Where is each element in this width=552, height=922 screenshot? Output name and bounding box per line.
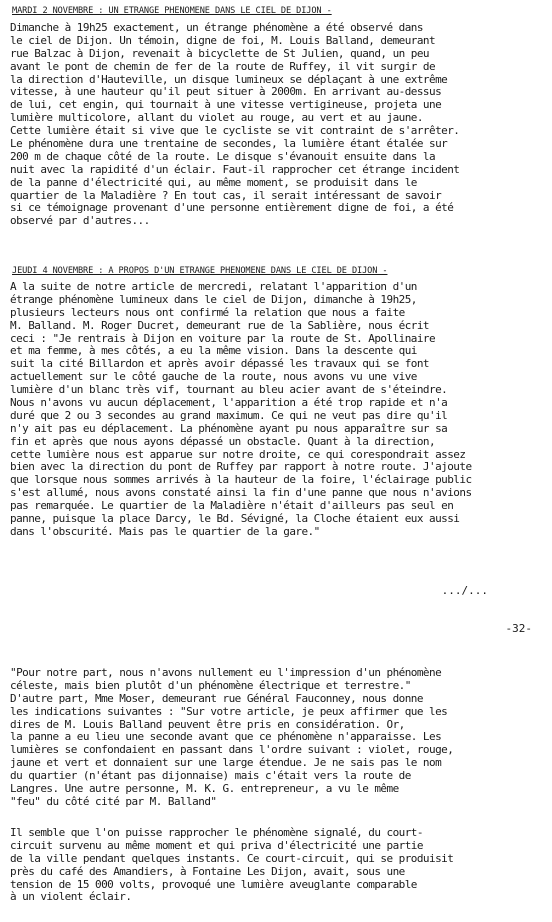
text-line: fin et après que nous ayons dépassé un obstacle. Quant à la direction, — [10, 434, 436, 448]
text-line: céleste, mais bien plutôt d'un phénomène électrique et terrestre." — [10, 678, 411, 692]
text-line: pas remarquée. Le quartier de la Maladière n'était d'ailleurs pas seul en — [10, 499, 454, 513]
text-line: du quartier (n'étant pas dijonnaise) mais c'était vers la route de — [10, 769, 411, 783]
continuation-mark: .../... — [441, 584, 488, 597]
text-line: Cette lumière était si vive que le cycliste se vit contraint de s'arrêter. — [10, 124, 460, 138]
text-line: plusieurs lecteurs nous ont confirmé la relation que nous a faite — [10, 305, 405, 319]
text-line: "Pour notre part, nous n'avons nullement eu l'impression d'un phénomène — [10, 667, 442, 679]
text-line: le ciel de Dijon. Un témoin, digne de foi, M. Louis Balland, demeurant — [10, 33, 436, 47]
text-line: Dimanche à 19h25 exactement, un étrange phénomène a été observé dans — [10, 22, 423, 34]
text-line: ceci : "Je rentrais à Dijon en voiture par la route de St. Apollinaire — [10, 331, 436, 345]
text-line: lumière d'un blanc très vif, tournant au bleu acier avant de s'éteindre. — [10, 383, 448, 397]
text-line: étrange phénomène lumineux dans le ciel de Dijon, dimanche à 19h25, — [10, 292, 417, 306]
text-line: Langres. Une autre personne, M. K. G. entrepreneur, a vu le même — [10, 782, 399, 796]
text-line: avant le pont de chemin de fer de la route de Ruffey, il vit surgir de — [10, 59, 436, 73]
text-line: bien avec la direction du pont de Ruffey par rapport à notre route. J'ajoute — [10, 460, 472, 474]
text-line: n'y ait pas eu déplacement. La phénomène ayant pu nous apparaître sur sa — [10, 421, 448, 435]
text-line: nuit avec la rapidité d'un éclair. Faut-il rapprocher cet étrange incident — [10, 162, 460, 176]
text-line: D'autre part, Mme Moser, demeurant rue Général Fauconney, nous donne — [10, 691, 423, 705]
text-line: tension de 15 000 volts, provoqué une lumière aveuglante comparable — [10, 877, 417, 891]
text-line: observé par d'autres... — [10, 214, 150, 228]
text-line: circuit survenu au même moment et qui priva d'électricité une partie — [10, 838, 423, 852]
text-line: actuellement sur le côté gauche de la route, nous avons vu une vive — [10, 370, 417, 384]
page-number: -32- — [505, 622, 532, 635]
text-line: quartier de la Maladière ? En tout cas, il serait intéressant de savoir — [10, 188, 442, 202]
text-line: panne, puisque la place Darcy, le Bd. Sévigné, la Cloche étaient eux aussi — [10, 512, 460, 526]
text-line: lumières se confondaient en passant dans l'ordre suivant : violet, rouge, — [10, 743, 454, 757]
text-line: cette lumière nous est apparue sur notre droite, ce qui corespondrait assez — [10, 447, 466, 461]
text-line: vitesse, à une hauteur qu'il peut situer à 2000m. En arrivant au-dessus — [10, 85, 442, 99]
text-line: Il semble que l'on puisse rapprocher le phénomène signalé, du court- — [10, 827, 423, 839]
text-line: jaune et vert et donnaient sur une large étendue. Je ne sais pas le nom — [10, 756, 442, 770]
text-line: rue Balzac à Dijon, revenait à bicyclette de St Julien, quand, un peu — [10, 46, 430, 60]
text-line: de la panne d'électricité qui, au même moment, se produisit dans le — [10, 175, 417, 189]
text-line: les indications suivantes : "Sur votre article, je peux affirmer que les — [10, 704, 448, 718]
text-line: "feu" du côté cité par M. Balland" — [10, 794, 217, 808]
text-line: Le phénomène dura une trentaine de secondes, la lumière étant étalée sur — [10, 137, 448, 151]
article2-continued-body — [10, 667, 546, 809]
text-line: lumière multicolore, allant du violet au rouge, au vert et au jaune. — [10, 111, 423, 125]
text-line: de lui, cet engin, qui tournait à une vitesse vertigineuse, projeta une — [10, 98, 442, 112]
text-line: la direction d'Hauteville, un disque lumineux se déplaçant à une extrême — [10, 72, 448, 86]
text-line: près du café des Amandiers, à Fontaine Les Dijon, avait, sous une — [10, 864, 405, 878]
text-line: duré que 2 ou 3 secondes au grand maximum. Ce qui ne veut pas dire qu'il — [10, 408, 448, 422]
text-line: dires de M. Louis Balland peuvent être pris en considération. Or, — [10, 717, 405, 731]
article2-body — [10, 281, 546, 539]
text-line: M. Balland. M. Roger Ducret, demeurant rue de la Sablière, nous écrit — [10, 318, 430, 332]
article1-body — [10, 22, 546, 228]
text-line: A la suite de notre article de mercredi, relatant l'apparition d'un — [10, 281, 417, 293]
text-line: si ce témoignage provenant d'une personne entièrement digne de foi, a été — [10, 201, 454, 215]
text-line: dans l'obscurité. Mais pas le quartier de la gare." — [10, 524, 320, 538]
article1-heading: MARDI 2 NOVEMBRE : UN ETRANGE PHENOMENE DANS LE CIEL DE DIJON - — [12, 6, 332, 16]
text-line: à un violent éclair. — [10, 890, 132, 904]
text-line: Nous n'avons vu aucun déplacement, l'apparition a été trop rapide et n'a — [10, 396, 448, 410]
text-line: de la ville pendant quelques instants. Ce court-circuit, qui se produisit — [10, 851, 454, 865]
text-line: que lorsque nous sommes arrivés à la hauteur de la foire, l'éclairage public — [10, 473, 472, 487]
text-line: et ma femme, à mes côtés, a eu la même vision. Dans la descente qui — [10, 344, 417, 358]
text-line: la panne a eu lieu une seconde avant que ce phénomène n'apparaisse. Les — [10, 730, 442, 744]
article2-heading: JEUDI 4 NOVEMBRE : A PROPOS D'UN ETRANGE PHENOMENE DANS LE CIEL DE DIJON - — [12, 266, 388, 276]
closing-paragraph — [10, 827, 546, 904]
text-line: 200 m de chaque côté de la route. Le disque s'évanouit ensuite dans la — [10, 149, 436, 163]
text-line: suit la cité Billardon et après avoir dépassé les travaux qui se font — [10, 357, 430, 371]
text-line: s'est allumé, nous avons constaté ainsi la fin d'une panne que nous n'avions — [10, 486, 472, 500]
